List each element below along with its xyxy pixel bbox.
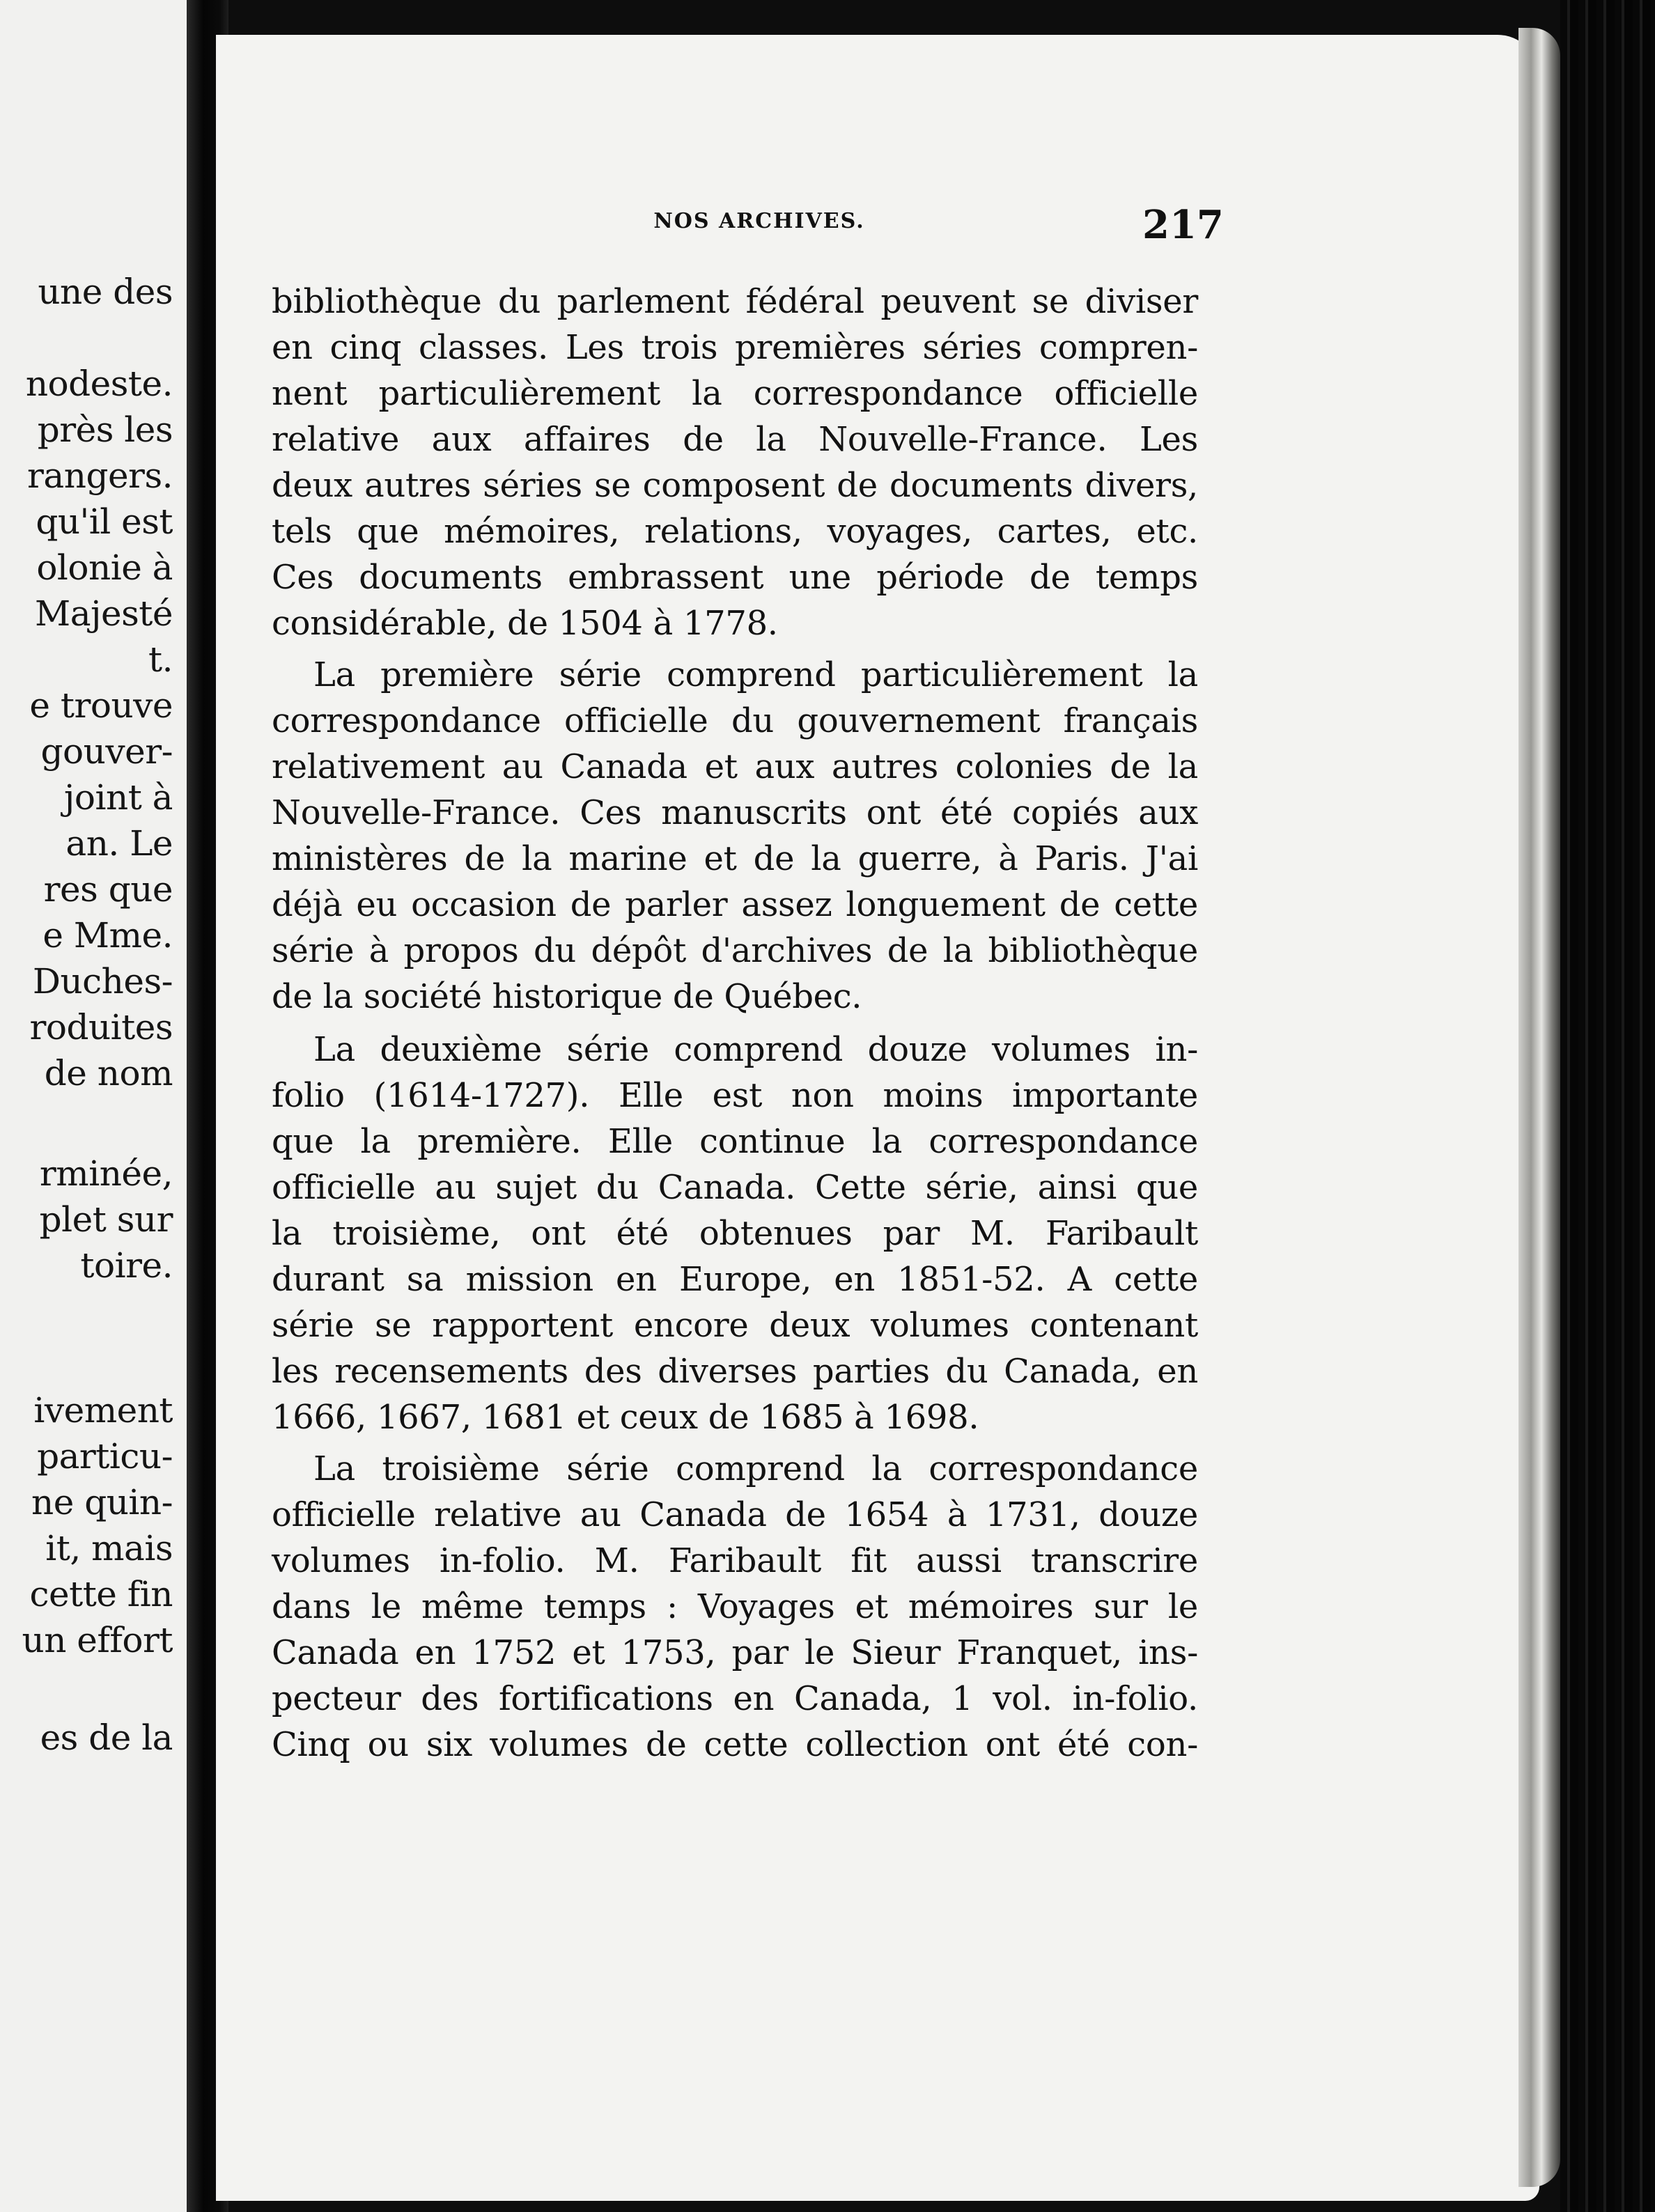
left-text-line: olonie à	[36, 547, 173, 588]
left-text-line: qu'il est	[36, 501, 173, 542]
text-line: folio (1614-1727). Elle est non moins importante	[272, 1076, 1198, 1115]
text-line: officielle relative au Canada de 1654 à 1731, douze	[272, 1495, 1198, 1534]
left-text-line: e Mme.	[42, 915, 173, 956]
text-line: La troisième série comprend la correspondance	[313, 1449, 1198, 1488]
text-line: officielle au sujet du Canada. Cette série, ainsi que	[272, 1168, 1198, 1207]
text-line: tels que mémoires, relations, voyages, cartes, etc.	[272, 512, 1198, 551]
text-line: dans le même temps : Voyages et mémoires sur le	[272, 1587, 1198, 1626]
text-line: Canada en 1752 et 1753, par le Sieur Franquet, ins-	[272, 1633, 1198, 1672]
text-line: 1666, 1667, 1681 et ceux de 1685 à 1698.	[272, 1398, 979, 1437]
text-line: pecteur des fortifications en Canada, 1 vol. in-folio.	[272, 1679, 1198, 1718]
page-number: 217	[1142, 202, 1224, 248]
left-text-line: joint à	[63, 777, 173, 818]
text-line: relative aux affaires de la Nouvelle-France. Les	[272, 420, 1198, 459]
left-text-line: Majesté	[35, 593, 173, 634]
left-text-line: t.	[148, 639, 173, 680]
text-line: ministères de la marine et de la guerre, à Paris. J'ai	[272, 839, 1198, 878]
text-line: relativement au Canada et aux autres colonies de la	[272, 747, 1198, 786]
left-text-line: res que	[43, 869, 173, 910]
left-text-line: it, mais	[45, 1528, 173, 1568]
text-line: deux autres séries se composent de documents divers,	[272, 466, 1198, 505]
left-text-line: Duches-	[32, 961, 173, 1002]
left-text-line: roduites	[29, 1007, 173, 1047]
left-text-line: ivement	[33, 1390, 173, 1431]
page-edge-stack	[1518, 28, 1560, 2187]
text-line: La première série comprend particulièrement la	[313, 655, 1198, 694]
text-line: série à propos du dépôt d'archives de la bibliothèque	[272, 931, 1198, 970]
text-line: durant sa mission en Europe, en 1851-52. A cette	[272, 1260, 1198, 1299]
left-text-line: ne quin-	[31, 1482, 173, 1522]
text-line: correspondance officielle du gouvernement français	[272, 701, 1198, 740]
running-title: NOS ARCHIVES.	[653, 209, 865, 233]
left-text-line: an. Le	[65, 823, 173, 864]
left-text-line: e trouve	[29, 685, 173, 726]
text-line: La deuxième série comprend douze volumes in-	[313, 1030, 1198, 1069]
text-line: que la première. Elle continue la correspondance	[272, 1122, 1198, 1161]
text-line: Ces documents embrassent une période de temps	[272, 558, 1198, 597]
text-line: la troisième, ont été obtenues par M. Faribault	[272, 1214, 1198, 1253]
left-text-line: de nom	[44, 1053, 173, 1093]
text-line: bibliothèque du parlement fédéral peuvent se diviser	[272, 282, 1198, 321]
text-line: série se rapportent encore deux volumes contenant	[272, 1306, 1198, 1345]
left-text-line: rminée,	[39, 1153, 173, 1194]
left-text-line: gouver-	[40, 731, 173, 772]
text-line: considérable, de 1504 à 1778.	[272, 604, 778, 643]
left-text-line: une des	[38, 272, 173, 312]
left-text-line: particu-	[37, 1436, 173, 1477]
facing-page-fragment	[0, 0, 187, 2212]
text-line: Nouvelle-France. Ces manuscrits ont été copiés aux	[272, 793, 1198, 832]
book-fore-edge	[1560, 0, 1655, 2212]
text-line: Cinq ou six volumes de cette collection ont été con-	[272, 1725, 1198, 1764]
text-line: les recensements des diverses parties du Canada, en	[272, 1352, 1198, 1391]
left-text-line: es de la	[40, 1718, 173, 1758]
text-line: déjà eu occasion de parler assez longuement de cette	[272, 885, 1198, 924]
left-text-line: rangers.	[27, 455, 173, 496]
left-text-line: nodeste.	[25, 364, 173, 404]
text-line: de la société historique de Québec.	[272, 977, 862, 1016]
text-line: volumes in-folio. M. Faribault fit aussi transcrire	[272, 1541, 1198, 1580]
left-text-line: plet sur	[39, 1199, 173, 1240]
text-line: en cinq classes. Les trois premières séries compren-	[272, 328, 1198, 367]
left-text-line: cette fin	[29, 1574, 173, 1614]
left-text-line: un effort	[22, 1620, 173, 1660]
left-text-line: toire.	[80, 1245, 173, 1286]
text-line: nent particulièrement la correspondance officielle	[272, 374, 1198, 413]
left-text-line: près les	[37, 410, 173, 450]
